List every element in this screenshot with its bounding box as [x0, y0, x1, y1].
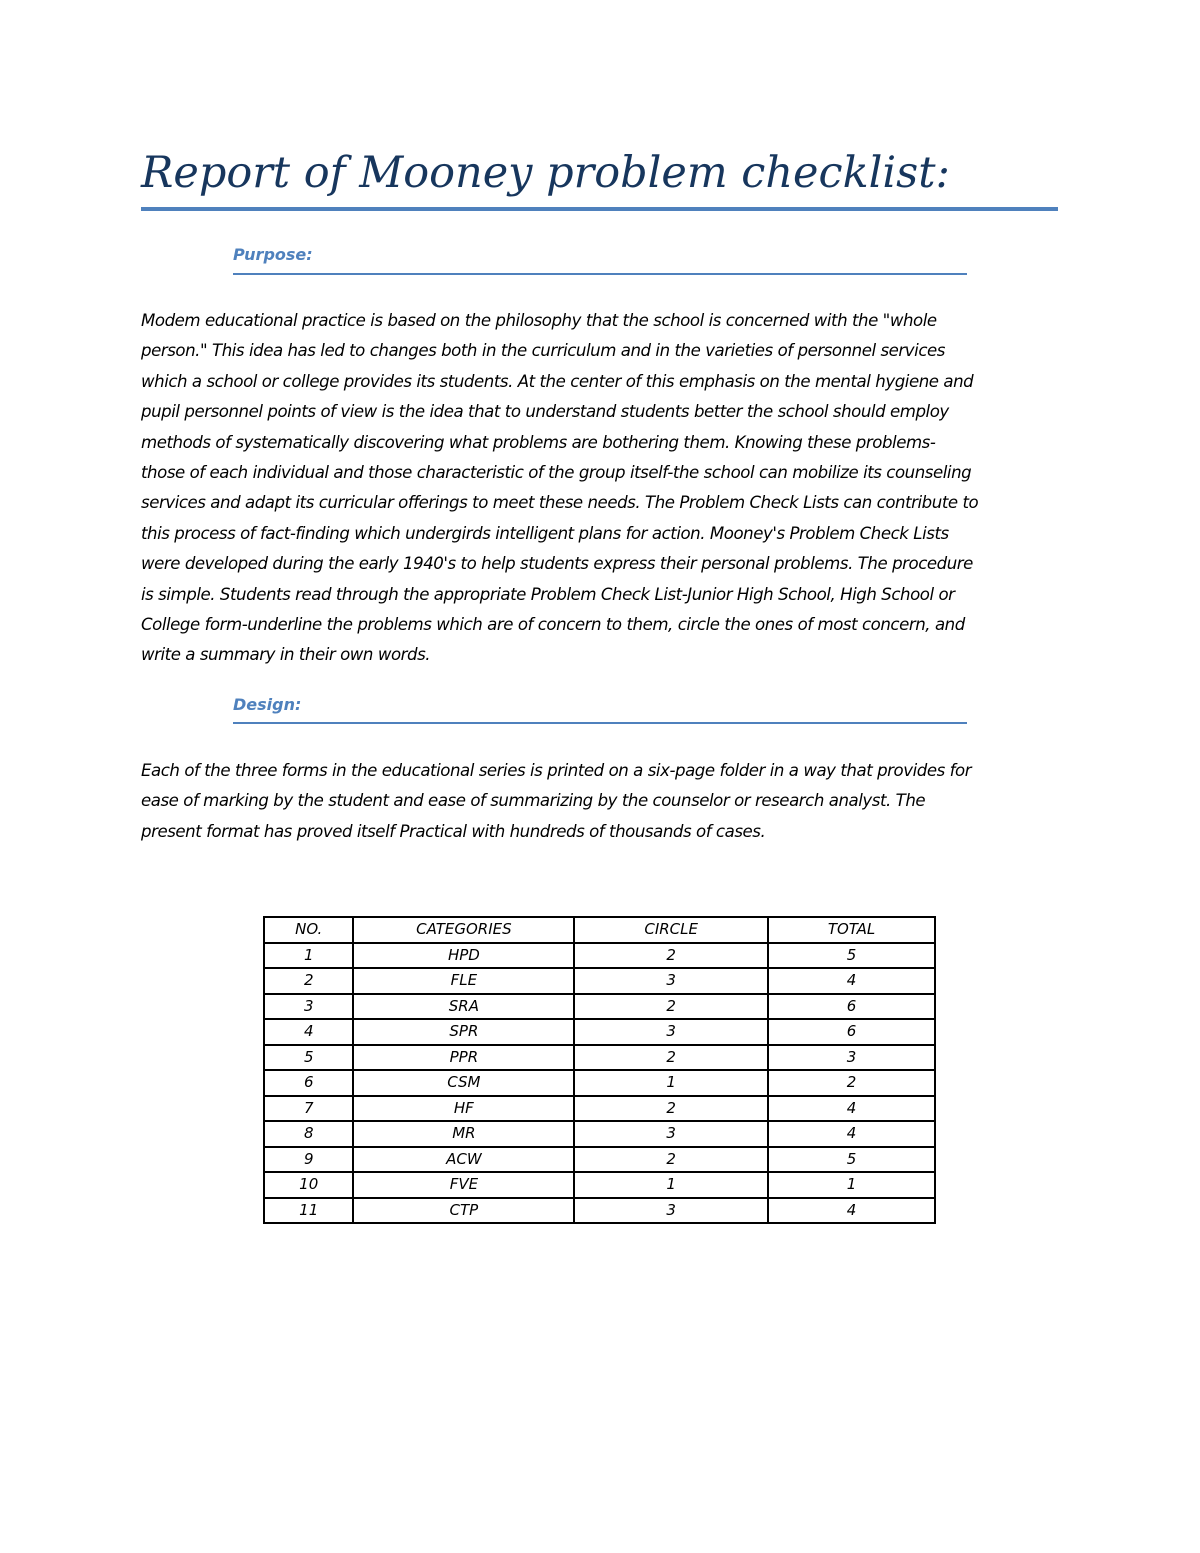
page-title: Report of Mooney problem checklist:: [141, 148, 950, 198]
paragraph-line: Each of the three forms in the educational series is printed on a six-page folder in a way that provides for: [141, 761, 972, 780]
table-row: [264, 943, 935, 969]
cell-no: 8: [264, 1121, 353, 1147]
cell-total: 4: [768, 1198, 935, 1224]
paragraph-line: Modem educational practice is based on the philosophy that the school is concerned with the "whole: [141, 311, 937, 330]
cell-category: SRA: [353, 994, 574, 1020]
paragraph-line: write a summary in their own words.: [141, 645, 431, 665]
paragraph-line: College form-underline the problems which are of concern to them, circle the ones of most concern, and: [141, 615, 965, 635]
cell-circle: 3: [574, 1121, 768, 1147]
cell-circle: 1: [574, 1172, 768, 1198]
problem-checklist-table: [263, 916, 936, 1224]
paragraph-line: is simple. Students read through the appropriate Problem Check List-Junior High School, High School or: [141, 584, 955, 604]
header-circle: CIRCLE: [574, 917, 768, 943]
cell-total: 6: [768, 1019, 935, 1045]
cell-total: 5: [768, 1147, 935, 1173]
cell-circle: 3: [574, 1198, 768, 1224]
paragraph-line: services and adapt its curricular offerings to meet these needs. The Problem Check Lists can contribute to: [141, 493, 979, 513]
header-categories: CATEGORIES: [353, 917, 574, 943]
table-row: [264, 1045, 935, 1071]
cell-no: 1: [264, 943, 353, 969]
paragraph-line: those of each individual and those characteristic of the group itself-the school can mobilize its counseling: [141, 463, 972, 483]
cell-category: ACW: [353, 1147, 574, 1173]
paragraph-line: which a school or college provides its students. At the center of this emphasis on the mental hygiene and: [141, 371, 974, 391]
header-no: NO.: [264, 917, 353, 943]
table-row: [264, 1147, 935, 1173]
cell-category: CSM: [353, 1070, 574, 1096]
design-paragraph: [141, 756, 1056, 847]
table-header-row: [264, 917, 935, 943]
design-heading: Design:: [233, 695, 302, 714]
cell-no: 6: [264, 1070, 353, 1096]
cell-total: 4: [768, 1121, 935, 1147]
cell-total: 6: [768, 994, 935, 1020]
paragraph-line: methods of systematically discovering what problems are bothering them. Knowing these problems-: [141, 432, 936, 452]
cell-total: 4: [768, 968, 935, 994]
table-row: [264, 968, 935, 994]
cell-total: 2: [768, 1070, 935, 1096]
design-heading-rule: [233, 722, 967, 724]
purpose-heading: Purpose:: [233, 245, 313, 264]
cell-circle: 3: [574, 1019, 768, 1045]
purpose-heading-rule: [233, 273, 967, 275]
cell-category: PPR: [353, 1045, 574, 1071]
cell-no: 7: [264, 1096, 353, 1122]
cell-circle: 2: [574, 943, 768, 969]
table-row: [264, 1019, 935, 1045]
cell-circle: 3: [574, 968, 768, 994]
cell-circle: 2: [574, 1096, 768, 1122]
paragraph-line: ease of marking by the student and ease of summarizing by the counselor or research analyst. The: [141, 791, 926, 811]
paragraph-line: this process of fact-finding which undergirds intelligent plans for action. Mooney's Problem Check Lists: [141, 523, 949, 543]
paragraph-line: present format has proved itself Practical with hundreds of thousands of cases.: [141, 821, 766, 841]
cell-category: HF: [353, 1096, 574, 1122]
cell-circle: 2: [574, 1147, 768, 1173]
title-underline: [141, 207, 1058, 211]
cell-no: 4: [264, 1019, 353, 1045]
cell-no: 10: [264, 1172, 353, 1198]
table-row: [264, 994, 935, 1020]
cell-total: 4: [768, 1096, 935, 1122]
cell-total: 5: [768, 943, 935, 969]
table-row: [264, 1121, 935, 1147]
cell-no: 5: [264, 1045, 353, 1071]
cell-no: 11: [264, 1198, 353, 1224]
cell-category: FLE: [353, 968, 574, 994]
cell-category: SPR: [353, 1019, 574, 1045]
cell-no: 3: [264, 994, 353, 1020]
table-row: [264, 1096, 935, 1122]
paragraph-line: pupil personnel points of view is the idea that to understand students better the school should employ: [141, 402, 949, 422]
purpose-paragraph: [141, 306, 1056, 671]
header-total: TOTAL: [768, 917, 935, 943]
table-row: [264, 1198, 935, 1224]
cell-total: 3: [768, 1045, 935, 1071]
cell-circle: 2: [574, 1045, 768, 1071]
paragraph-line: were developed during the early 1940's to help students express their personal problems. The procedure: [141, 554, 973, 574]
cell-category: HPD: [353, 943, 574, 969]
cell-circle: 2: [574, 994, 768, 1020]
cell-no: 9: [264, 1147, 353, 1173]
cell-no: 2: [264, 968, 353, 994]
cell-category: FVE: [353, 1172, 574, 1198]
table-row: [264, 1070, 935, 1096]
cell-circle: 1: [574, 1070, 768, 1096]
cell-category: MR: [353, 1121, 574, 1147]
cell-total: 1: [768, 1172, 935, 1198]
paragraph-line: person." This idea has led to changes both in the curriculum and in the varieties of personnel services: [141, 341, 945, 361]
cell-category: CTP: [353, 1198, 574, 1224]
table-row: [264, 1172, 935, 1198]
